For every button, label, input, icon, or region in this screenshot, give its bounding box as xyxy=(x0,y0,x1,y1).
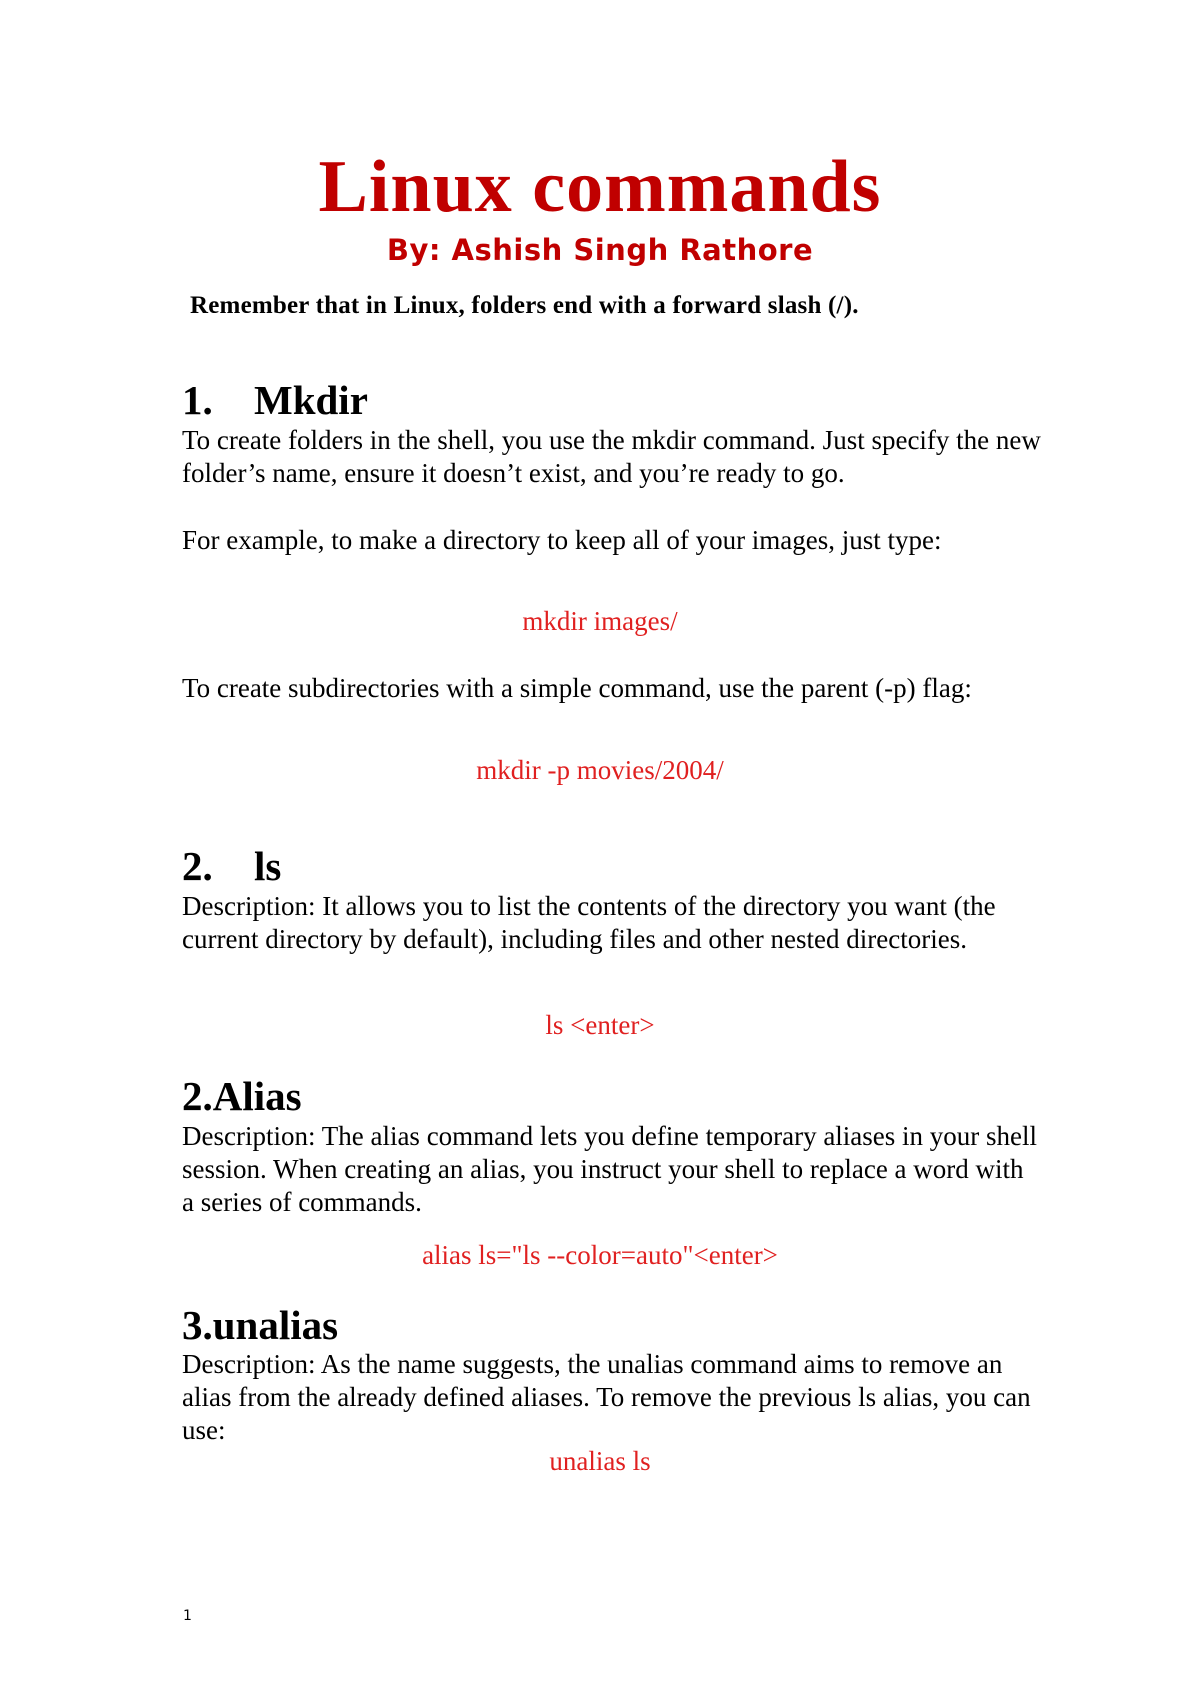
command-example: alias ls="ls --color=auto"<enter> xyxy=(422,1240,778,1270)
ls-description: Description: It allows you to list the contents of the directory you want (the current directory by default), including files and other nested directories. xyxy=(182,891,996,954)
document-title: Linux commands xyxy=(318,146,882,228)
section-number: 2. xyxy=(182,1073,213,1119)
command-example: mkdir images/ xyxy=(522,606,678,636)
section-heading-mkdir xyxy=(182,377,368,423)
section-number: 2. xyxy=(182,843,213,889)
command-example: unalias ls xyxy=(549,1446,651,1476)
mkdir-subdirectory-intro: To create subdirectories with a simple command, use the parent (-p) flag: xyxy=(182,673,972,703)
section-title: unalias xyxy=(212,1302,339,1348)
section-title: ls xyxy=(254,843,282,889)
section-heading-ls xyxy=(182,843,282,889)
mkdir-description: To create folders in the shell, you use the mkdir command. Just specify the new folder’s name, ensure it doesn’t exist, and you’re ready to go. xyxy=(182,425,1041,488)
alias-description: Description: The alias command lets you define temporary aliases in your shell session. When creating an alias, you instruct your shell to replace a word with a series of commands. xyxy=(182,1121,1038,1217)
section-title: Mkdir xyxy=(254,377,368,423)
section-heading-alias xyxy=(182,1073,302,1119)
section-title: Alias xyxy=(212,1073,302,1119)
intro-note: Remember that in Linux, folders end with a forward slash (/). xyxy=(190,292,859,319)
command-example: ls <enter> xyxy=(545,1010,655,1040)
section-number: 1. xyxy=(182,377,213,423)
mkdir-example-intro: For example, to make a directory to keep all of your images, just type: xyxy=(182,525,942,555)
page-number: 1 xyxy=(183,1608,192,1624)
unalias-description: Description: As the name suggests, the unalias command aims to remove an alias from the already defined aliases. To remove the previous ls alias, you can use: xyxy=(182,1349,1031,1445)
author-line: By: Ashish Singh Rathore xyxy=(386,233,814,267)
section-heading-unalias xyxy=(182,1302,339,1348)
command-example: mkdir -p movies/2004/ xyxy=(476,755,724,785)
section-number: 3. xyxy=(182,1302,213,1348)
